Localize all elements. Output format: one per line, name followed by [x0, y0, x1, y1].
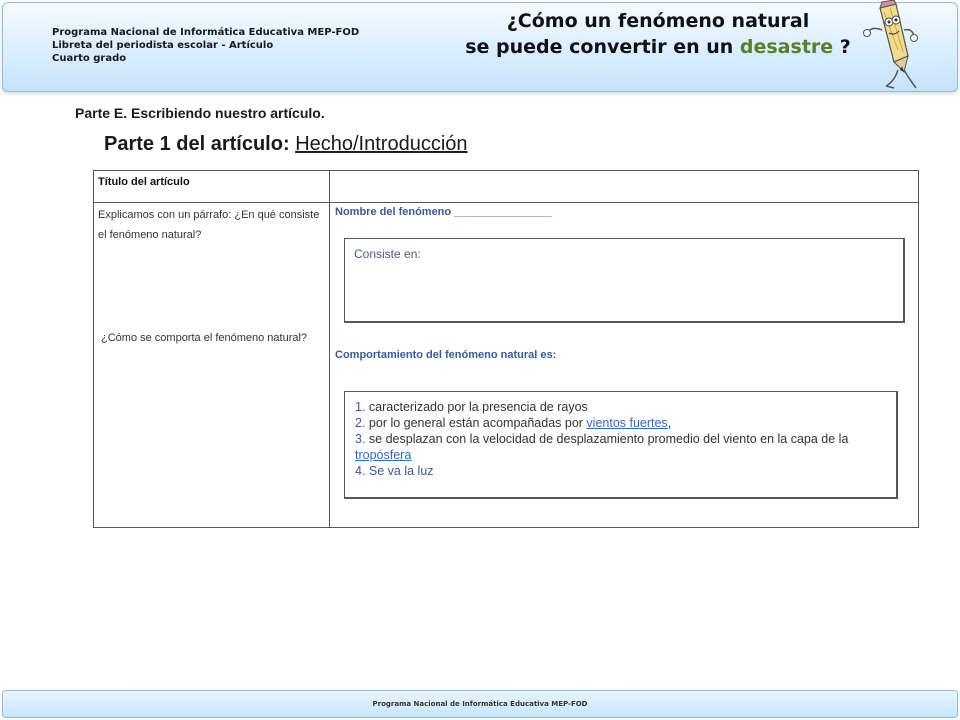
part-e-heading: Parte E. Escribiendo nuestro artículo.	[75, 105, 325, 121]
body-row	[94, 203, 919, 528]
questions-cell	[94, 203, 330, 528]
list-item-text: caracterizado por la presencia de rayos	[365, 400, 588, 414]
list-item-number: 1.	[355, 400, 366, 414]
title-label-cell	[94, 171, 330, 203]
title-line-1: ¿Cómo un fenómeno natural	[506, 10, 810, 32]
question-how: ¿Cómo se comporta el fenómeno natural?	[101, 332, 308, 344]
list-item	[355, 415, 896, 431]
consiste-box[interactable]	[344, 238, 905, 323]
part-1-label: Parte 1 del artículo:	[104, 133, 290, 155]
consiste-label: Consiste en:	[354, 247, 421, 261]
list-item	[355, 399, 896, 415]
link-troposfera[interactable]: tropósfera	[355, 448, 412, 462]
list-item-text: se desplazan con la velocidad de desplazamiento promedio del viento en la capa de la	[365, 432, 849, 446]
phenomenon-name-label: Nombre del fenómeno ________________	[335, 206, 553, 218]
part-1-topic: Hecho/Introducción	[295, 133, 468, 155]
list-item: 4. Se va la luz	[355, 464, 434, 478]
program-name: Programa Nacional de Informática Educativa MEP-FOD	[52, 27, 360, 38]
title-line-2	[418, 34, 898, 60]
notebook-name: Libreta del periodista escolar - Artículo	[52, 40, 274, 51]
article-table	[93, 170, 919, 528]
link-vientos-fuertes[interactable]: vientos fuertes	[586, 416, 668, 430]
answers-cell	[330, 203, 919, 528]
list-item	[355, 431, 896, 463]
question-what: Explicamos con un párrafo: ¿En qué consiste el fenómeno natural?	[98, 209, 320, 241]
part-1-heading	[104, 133, 468, 156]
program-info	[52, 26, 359, 65]
behavior-box[interactable]	[344, 391, 898, 499]
title-line-2-text: se puede convertir en un	[465, 36, 740, 58]
article-title-field[interactable]	[330, 171, 919, 203]
title-row	[94, 171, 919, 203]
footer-bar	[2, 690, 958, 718]
behavior-list	[345, 392, 896, 479]
title-highlight: desastre	[739, 36, 834, 58]
title-line-2-end: ?	[833, 36, 851, 58]
pencil-mascot-icon	[858, 0, 918, 92]
footer-text: Programa Nacional de Informática Educativa MEP-FOD	[372, 700, 588, 708]
list-item-punct: ,	[667, 416, 672, 430]
title-label: Título del artículo	[98, 176, 190, 188]
page-title	[418, 8, 898, 60]
behavior-label: Comportamiento del fenómeno natural es:	[335, 349, 557, 361]
list-item-number: 3.	[355, 432, 366, 446]
list-item-number: 2.	[355, 416, 366, 430]
list-item-text: por lo general están acompañadas por	[365, 416, 587, 430]
grade-label: Cuarto grado	[52, 53, 127, 64]
